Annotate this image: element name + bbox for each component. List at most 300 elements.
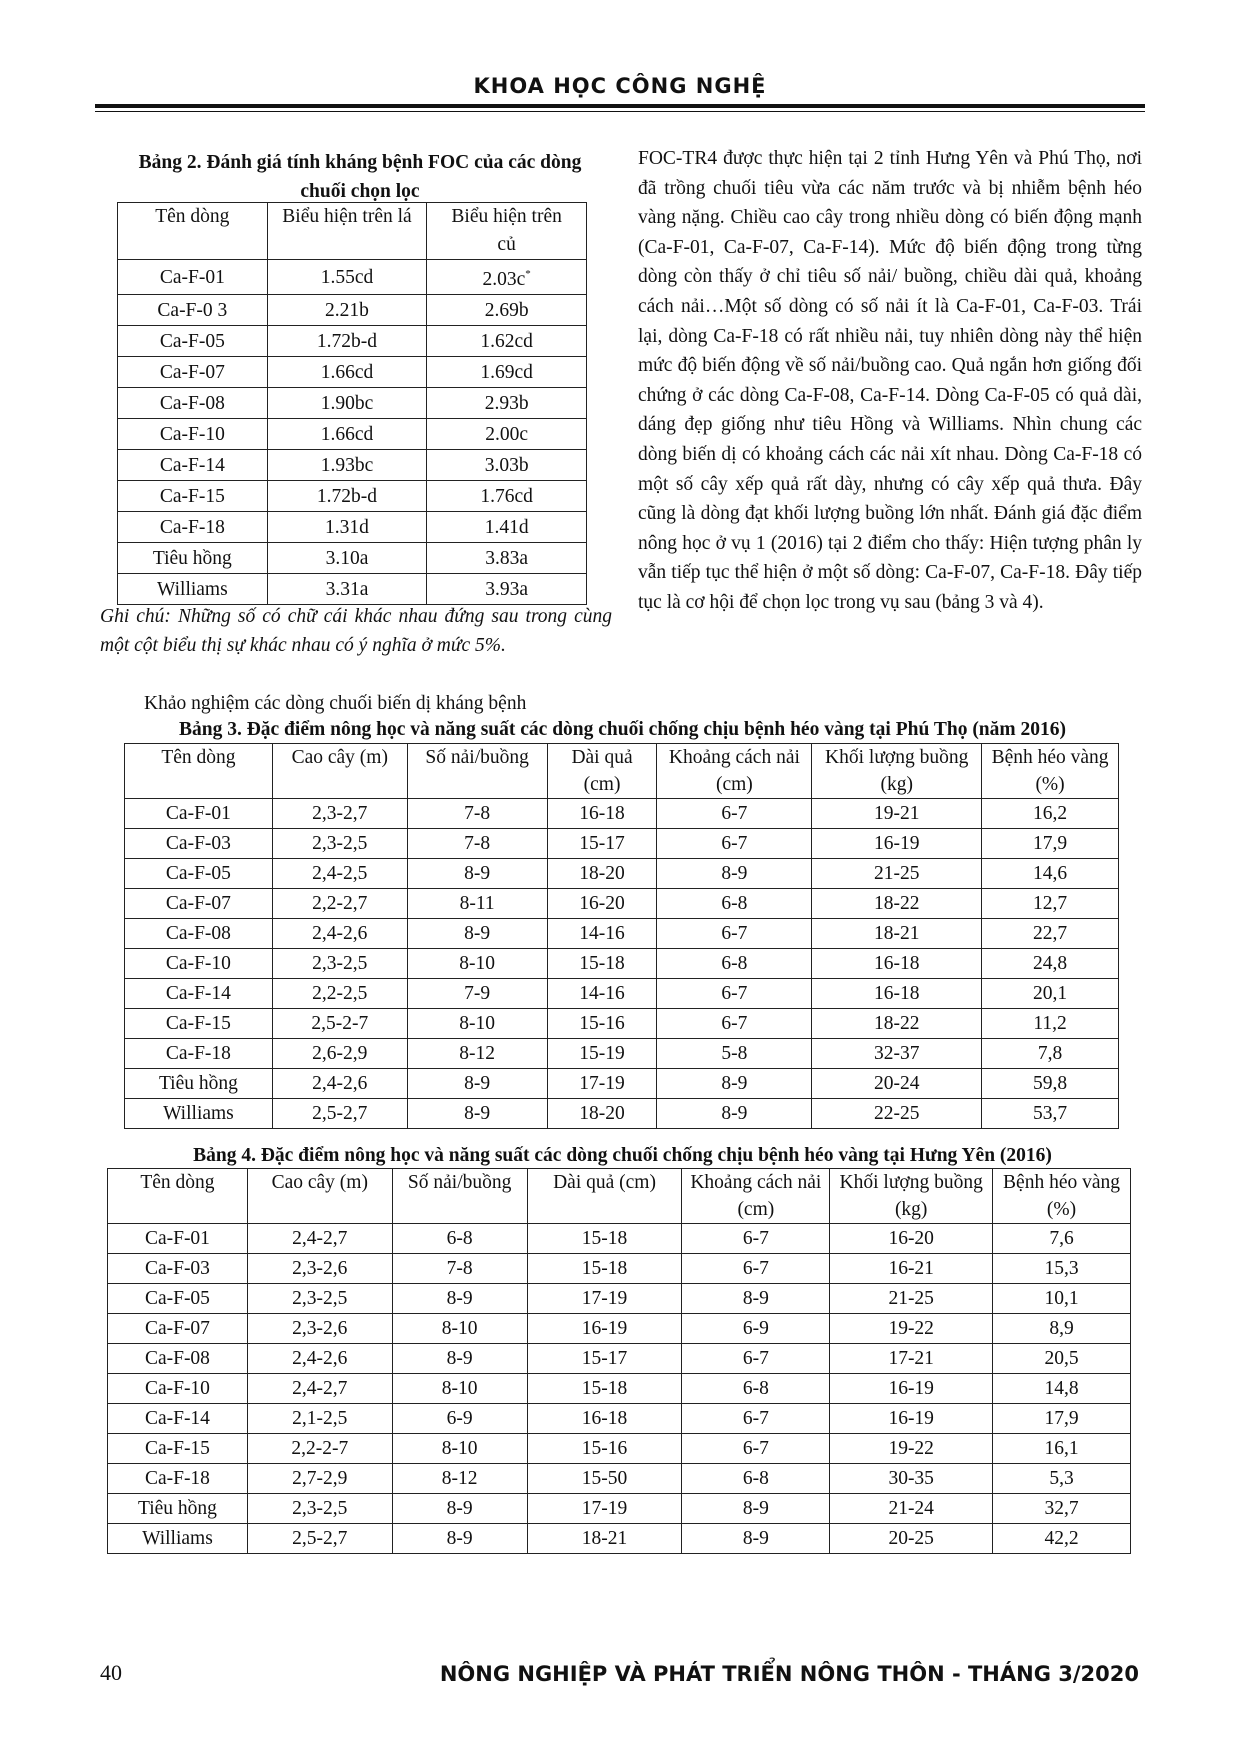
cell-text: 8-10: [441, 1378, 478, 1399]
cell-text: 3.31a: [325, 578, 369, 600]
table-header-cell: Khối lượng buồng (kg): [812, 744, 982, 799]
body-paragraph-left: Khảo nghiệm các dòng chuối biến dị kháng bệnh: [144, 693, 527, 714]
cell-text: 21-24: [888, 1498, 934, 1519]
cell-text: 16-18: [873, 983, 920, 1004]
table-cell: [118, 295, 268, 326]
table-cell: [547, 1009, 657, 1039]
cell-text: 2,5-2-7: [311, 1013, 369, 1034]
cell-text: Ca-F-05: [165, 863, 231, 884]
table-cell: [125, 889, 273, 919]
table-cell: [830, 1524, 993, 1554]
cell-text: Ca-F-18: [144, 1468, 210, 1489]
cell-text: 2,2-2,5: [312, 983, 368, 1004]
cell-text: 8-10: [441, 1438, 478, 1459]
table-cell: [125, 1069, 273, 1099]
cell-text: 16-19: [888, 1378, 934, 1399]
table-cell: [247, 1224, 392, 1254]
table-cell: [407, 889, 547, 919]
table-header-cell: Khoảng cách nải (cm): [657, 744, 812, 799]
table-cell: [272, 859, 407, 889]
cell-text: 6-7: [721, 983, 748, 1004]
table-row: [125, 889, 1119, 919]
cell-text: 1.93bc: [320, 454, 374, 476]
table-cell: [392, 1404, 527, 1434]
cell-text: 16-19: [581, 1318, 628, 1339]
table-cell: [267, 574, 427, 605]
page-number: 40: [100, 1660, 122, 1685]
table-cell: [267, 357, 427, 388]
table-row: [125, 829, 1119, 859]
table-cell: [830, 1404, 993, 1434]
table2-header-cell: Tên dòng: [118, 203, 268, 260]
cell-text: 1.72b-d: [316, 485, 378, 507]
cell-text: 17,9: [1032, 833, 1068, 854]
table-cell: [993, 1344, 1131, 1374]
table-cell: [407, 949, 547, 979]
table-cell: [125, 799, 273, 829]
table-row: [108, 1254, 1131, 1284]
table-cell: [657, 1099, 812, 1129]
table-cell: [427, 543, 587, 574]
table-row: [118, 450, 587, 481]
table-cell: [272, 1099, 407, 1129]
cell-text: 15-18: [581, 1378, 628, 1399]
table-cell: [272, 1009, 407, 1039]
table-row: [118, 388, 587, 419]
cell-text: 8,9: [1049, 1318, 1074, 1339]
table-header-cell: Khối lượng buồng (kg): [830, 1169, 993, 1224]
cell-text: 8-9: [742, 1498, 769, 1519]
cell-text: 1.55cd: [320, 266, 374, 288]
cell-text: Ca-F-08: [165, 923, 231, 944]
cell-text: 16,1: [1044, 1438, 1079, 1459]
table-header-cell: Bệnh héo vàng (%): [993, 1169, 1131, 1224]
table-cell: [392, 1254, 527, 1284]
cell-text: Ca-F-01: [165, 803, 231, 824]
table-cell: [993, 1224, 1131, 1254]
cell-text: 8-10: [459, 953, 496, 974]
cell-text: 19-22: [888, 1438, 934, 1459]
table-cell: [527, 1344, 682, 1374]
table-row: [108, 1344, 1131, 1374]
table-header-cell: Dài quả (cm): [527, 1169, 682, 1224]
cell-text: 42,2: [1044, 1528, 1079, 1549]
table-cell: [427, 450, 587, 481]
cell-text: 6-8: [742, 1468, 769, 1489]
table-cell: [118, 357, 268, 388]
cell-text: 11,2: [1033, 1013, 1067, 1034]
table2: [117, 202, 587, 605]
cell-text: 2,5-2,7: [312, 1103, 368, 1124]
table-cell: [272, 799, 407, 829]
cell-text: 8-9: [464, 863, 491, 884]
table-cell: [392, 1464, 527, 1494]
cell-text: 12,7: [1032, 893, 1068, 914]
table-cell: [272, 1039, 407, 1069]
cell-text: Ca-F-14: [159, 454, 225, 476]
table-row: [118, 295, 587, 326]
cell-text: 17-19: [579, 1073, 625, 1094]
table-cell: [830, 1434, 993, 1464]
table-cell: [125, 829, 273, 859]
table-cell: [267, 260, 427, 295]
table-cell: [812, 889, 982, 919]
cell-text: 2,3-2,5: [292, 1288, 348, 1309]
cell-text: 8-10: [459, 1013, 496, 1034]
cell-text: 17-19: [581, 1288, 628, 1309]
table-cell: [247, 1344, 392, 1374]
cell-text: 14-16: [579, 923, 625, 944]
cell-text: 6-7: [742, 1438, 769, 1459]
cell-text: Ca-F-07: [144, 1318, 210, 1339]
table-cell: [527, 1464, 682, 1494]
cell-text: 1.66cd: [320, 423, 374, 445]
table-cell: [247, 1494, 392, 1524]
cell-text: Tiêu hồng: [137, 1498, 217, 1519]
table-cell: [682, 1374, 830, 1404]
cell-text: 3.03b: [484, 454, 529, 476]
table-cell: [812, 799, 982, 829]
table-cell: [108, 1524, 248, 1554]
table-cell: [812, 829, 982, 859]
table-cell: [830, 1344, 993, 1374]
table-row: [108, 1284, 1131, 1314]
cell-text: 2.00c: [485, 423, 529, 445]
cell-text: Ca-F-01: [159, 266, 225, 288]
cell-text: 2.69b: [484, 299, 529, 321]
cell-text: 2,2-2-7: [291, 1438, 349, 1459]
table-cell: [267, 295, 427, 326]
table-cell: [527, 1524, 682, 1554]
cell-text: 6-7: [721, 803, 748, 824]
table-cell: [407, 829, 547, 859]
table-row: [125, 859, 1119, 889]
table-cell: [118, 543, 268, 574]
table-cell: [392, 1224, 527, 1254]
cell-text: 2,5-2,7: [292, 1528, 348, 1549]
cell-text: Ca-F-01: [144, 1228, 210, 1249]
cell-text: 1.62cd: [480, 330, 533, 352]
table-cell: [812, 979, 982, 1009]
table-cell: [407, 979, 547, 1009]
table2-header-cell: Biểu hiện trên củ: [427, 203, 587, 260]
header-rule-thin: [95, 111, 1145, 112]
table-cell: [427, 295, 587, 326]
cell-text: 17-21: [888, 1348, 934, 1369]
table-row: [125, 799, 1119, 829]
table-row: [125, 949, 1119, 979]
cell-text: 21-25: [888, 1288, 934, 1309]
table-cell: [657, 829, 812, 859]
table-row: [108, 1224, 1131, 1254]
table2-caption-line2: chuối chọn lọc: [300, 181, 420, 202]
table-cell: [267, 512, 427, 543]
cell-text: 7-8: [464, 833, 491, 854]
table-cell: [812, 1009, 982, 1039]
table4: [107, 1168, 1131, 1554]
cell-text: 17-19: [581, 1498, 628, 1519]
cell-text: Ca-F-05: [144, 1288, 210, 1309]
cell-text: 7,8: [1037, 1043, 1063, 1064]
table-cell: [993, 1494, 1131, 1524]
cell-text: 6-8: [742, 1378, 769, 1399]
table-cell: [247, 1284, 392, 1314]
table-cell: [830, 1374, 993, 1404]
table-cell: [547, 889, 657, 919]
cell-text: 15-18: [581, 1258, 628, 1279]
table2-caption-line1: Bảng 2. Đánh giá tính kháng bệnh FOC của các dòng: [138, 152, 582, 173]
cell-text: 8-9: [721, 863, 748, 884]
table-cell: [657, 949, 812, 979]
table-cell: [993, 1464, 1131, 1494]
cell-text: 8-9: [721, 1103, 748, 1124]
cell-text: 16-18: [579, 803, 625, 824]
table-cell: [247, 1434, 392, 1464]
table-header-cell: Tên dòng: [108, 1169, 248, 1224]
table-cell: [392, 1314, 527, 1344]
table-cell: [993, 1284, 1131, 1314]
cell-text: 2.93b: [484, 392, 529, 414]
table-cell: [993, 1254, 1131, 1284]
table-cell: [993, 1404, 1131, 1434]
table-cell: [982, 1039, 1119, 1069]
cell-text: 15,3: [1044, 1258, 1079, 1279]
table-cell: [982, 799, 1119, 829]
cell-text: 30-35: [888, 1468, 934, 1489]
cell-text: 6-7: [721, 923, 748, 944]
table3-header-row: [125, 744, 1119, 799]
table3-body: [125, 799, 1119, 1129]
table-row: [118, 326, 587, 357]
cell-text: Tiêu hồng: [158, 1073, 238, 1094]
cell-text: 32,7: [1044, 1498, 1079, 1519]
table-cell: [108, 1284, 248, 1314]
table2-header-row: [118, 203, 587, 260]
cell-text: 1.41d: [484, 516, 529, 538]
cell-text: 6-7: [742, 1258, 769, 1279]
cell-text: 16-20: [888, 1228, 934, 1249]
cell-text: 14,8: [1044, 1378, 1079, 1399]
table3: [124, 743, 1119, 1129]
table-cell: [267, 326, 427, 357]
table-cell: [547, 1069, 657, 1099]
table-cell: [118, 512, 268, 543]
table-row: [108, 1374, 1131, 1404]
table-cell: [657, 919, 812, 949]
cell-text: 7-8: [446, 1258, 473, 1279]
cell-text: 2,4-2,7: [292, 1378, 348, 1399]
cell-text: Ca-F-15: [144, 1438, 210, 1459]
cell-text: 2,4-2,5: [312, 863, 368, 884]
table-cell: [547, 1099, 657, 1129]
cell-text: 18-21: [873, 923, 920, 944]
cell-text: Ca-F-07: [159, 361, 225, 383]
cell-text: 18-21: [581, 1528, 628, 1549]
table-cell: [392, 1494, 527, 1524]
table-row: [125, 1039, 1119, 1069]
cell-text: 8-9: [446, 1348, 473, 1369]
journal-footer: NÔNG NGHIỆP VÀ PHÁT TRIỂN NÔNG THÔN - THÁNG 3/2020: [439, 1662, 1139, 1686]
cell-text: 8-9: [464, 1073, 491, 1094]
table-cell: [392, 1344, 527, 1374]
table-row: [118, 543, 587, 574]
table2-header-cell: Biểu hiện trên lá: [267, 203, 427, 260]
table-cell: [657, 889, 812, 919]
cell-text: 8-9: [446, 1528, 473, 1549]
table-cell: [427, 419, 587, 450]
table-cell: [247, 1254, 392, 1284]
table-cell: [982, 829, 1119, 859]
cell-text: 3.83a: [485, 547, 529, 569]
cell-text: 1.69cd: [480, 361, 533, 383]
table-header-cell: Số nải/buồng: [392, 1169, 527, 1224]
cell-text: 19-22: [888, 1318, 934, 1339]
table-cell: [247, 1404, 392, 1434]
table-cell: [547, 1039, 657, 1069]
cell-text: 1.31d: [325, 516, 369, 538]
table-cell: [392, 1284, 527, 1314]
table-cell: [830, 1314, 993, 1344]
cell-text: 15-18: [581, 1228, 628, 1249]
cell-text: 16,2: [1032, 803, 1068, 824]
table-header-cell: Bệnh héo vàng (%): [982, 744, 1119, 799]
table-cell: [267, 543, 427, 574]
table-cell: [118, 419, 268, 450]
cell-text: Tiêu hồng: [152, 547, 232, 569]
table-cell: [118, 574, 268, 605]
cell-text: 7-8: [464, 803, 491, 824]
running-header: KHOA HỌC CÔNG NGHỆ: [473, 74, 767, 98]
cell-text: 1.76cd: [480, 485, 533, 507]
table-cell: [527, 1314, 682, 1344]
table2-body: [118, 260, 587, 605]
cell-text: 15-16: [581, 1438, 628, 1459]
table-cell: [427, 326, 587, 357]
cell-text: 32-37: [873, 1043, 920, 1064]
table-cell: [427, 481, 587, 512]
table-row: [108, 1404, 1131, 1434]
table-cell: [108, 1374, 248, 1404]
table-cell: [407, 1039, 547, 1069]
cell-text: 6-9: [446, 1408, 473, 1429]
table-cell: [993, 1374, 1131, 1404]
table-row: [125, 1069, 1119, 1099]
table-cell: [392, 1524, 527, 1554]
table-cell: [125, 979, 273, 1009]
header-rule-thick: [95, 104, 1145, 108]
cell-text: 8-9: [446, 1288, 473, 1309]
cell-text: 2,2-2,7: [312, 893, 368, 914]
cell-text: 22-25: [873, 1103, 920, 1124]
table-cell: [267, 450, 427, 481]
table-cell: [527, 1374, 682, 1404]
cell-text: Ca-F-18: [159, 516, 225, 538]
cell-text: 6-8: [721, 893, 748, 914]
cell-text: 6-9: [742, 1318, 769, 1339]
cell-text: 6-8: [446, 1228, 473, 1249]
table-row: [125, 1099, 1119, 1129]
cell-text: 6-7: [742, 1228, 769, 1249]
cell-text: Williams: [163, 1103, 234, 1124]
table4-body: [108, 1224, 1131, 1554]
table-cell: [682, 1314, 830, 1344]
table-cell: [272, 889, 407, 919]
cell-text: 2.03c: [482, 269, 526, 290]
cell-text: 1.66cd: [320, 361, 374, 383]
cell-text: 2,3-2,5: [312, 953, 368, 974]
table-cell: [108, 1434, 248, 1464]
cell-text: 22,7: [1032, 923, 1068, 944]
cell-text: 8-11: [459, 893, 495, 914]
cell-text: 8-10: [441, 1318, 478, 1339]
table-cell: [547, 829, 657, 859]
table-cell: [125, 1099, 273, 1129]
table-cell: [407, 1069, 547, 1099]
table-cell: [125, 1039, 273, 1069]
cell-text: 15-17: [579, 833, 625, 854]
table-cell: [272, 949, 407, 979]
table-row: [108, 1464, 1131, 1494]
cell-text: 19-21: [873, 803, 920, 824]
table-cell: [682, 1464, 830, 1494]
cell-text: 6-7: [721, 833, 748, 854]
table-cell: [830, 1494, 993, 1524]
table-cell: [427, 574, 587, 605]
cell-text: Ca-F-15: [165, 1013, 231, 1034]
table-row: [108, 1434, 1131, 1464]
table-cell: [407, 799, 547, 829]
cell-text: 15-18: [579, 953, 625, 974]
table-cell: [657, 859, 812, 889]
table-cell: [682, 1224, 830, 1254]
cell-text: Williams: [156, 578, 228, 600]
cell-text: Ca-F-15: [159, 485, 225, 507]
cell-text: 6-7: [742, 1408, 769, 1429]
cell-text: Ca-F-07: [165, 893, 231, 914]
table-cell: [427, 388, 587, 419]
body-paragraph-right: FOC-TR4 được thực hiện tại 2 tỉnh Hưng Yên và Phú Thọ, nơi đã trồng chuối tiêu vừa các năm trước và bị nhiễm bệnh héo vàng nặng. Chiều cao cây trong nhiều dòng có biến động mạnh (Ca-F-01, Ca-F-07, Ca-F-14). Mức độ biến động trong từng dòng còn thấy ở chỉ tiêu số nải/ buồng, chiều dài quả, khoảng cách nải…Một số dòng có số nải ít là Ca-F-01, Ca-F-03. Trái lại, dòng Ca-F-18 có rất nhiều nải, tuy nhiên dòng này thể hiện mức độ biến động về số nải/buồng cao. Quả ngắn hơn giống đối chứng ở các dòng Ca-F-08, Ca-F-14. Dòng Ca-F-05 có quả dài, dáng đẹp giống như tiêu Hồng và Williams. Nhìn chung các dòng biến dị có khoảng cách các nải xít nhau. Dòng Ca-F-18 có một số cây xếp quả rất dày, nhưng có cây xếp quả thưa. Đây cũng là dòng đạt khối lượng buồng lớn nhất. Đánh giá đặc điểm nông học ở vụ 1 (2016) tại 2 điểm cho thấy: Hiện tượng phân ly vẫn tiếp tục thể hiện ở một số dòng: Ca-F-07, Ca-F-18. Đây tiếp tục là cơ hội để chọn lọc trong vụ sau (bảng 3 và 4).: [638, 148, 1142, 613]
cell-text: 8-12: [459, 1043, 496, 1064]
cell-text: 6-7: [721, 1013, 748, 1034]
table-cell: [108, 1254, 248, 1284]
table-cell: [830, 1284, 993, 1314]
table-cell: [125, 1009, 273, 1039]
table-cell: [547, 799, 657, 829]
table-cell: [682, 1344, 830, 1374]
table-header-cell: Cao cây (m): [272, 744, 407, 799]
table-cell: [993, 1524, 1131, 1554]
cell-text: 8-9: [464, 1103, 491, 1124]
table-cell: [682, 1254, 830, 1284]
table-cell: [267, 388, 427, 419]
cell-text: 10,1: [1044, 1288, 1079, 1309]
table-cell: [108, 1404, 248, 1434]
table-cell: [272, 1069, 407, 1099]
table-row: [125, 979, 1119, 1009]
cell-text: 21-25: [873, 863, 920, 884]
table-cell: [830, 1224, 993, 1254]
cell-text: 7,6: [1049, 1228, 1074, 1249]
table-cell: [108, 1344, 248, 1374]
table-cell: [108, 1314, 248, 1344]
cell-text: 8-9: [742, 1288, 769, 1309]
table-cell: [993, 1434, 1131, 1464]
cell-text: Ca-F-0 3: [157, 299, 228, 321]
table-row: [125, 919, 1119, 949]
cell-text: Ca-F-10: [144, 1378, 210, 1399]
cell-text: Ca-F-03: [144, 1258, 210, 1279]
table-cell: [247, 1464, 392, 1494]
